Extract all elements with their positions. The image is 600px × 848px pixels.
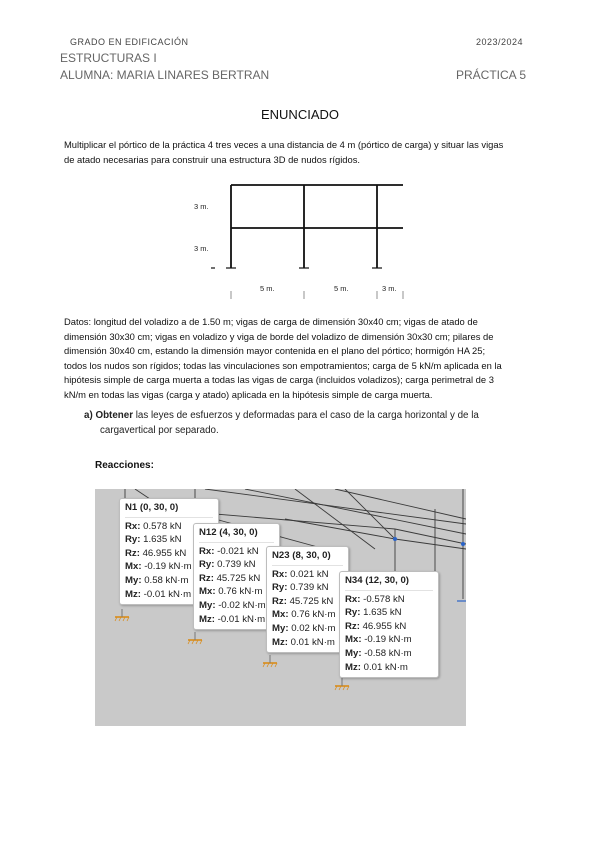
degree-label: GRADO EN EDIFICACIÓN <box>70 37 189 47</box>
rx-label: Rx: <box>272 568 288 580</box>
my-value: -0.02 kN·m <box>218 599 266 611</box>
mz-value: 0.01 kN·m <box>290 636 335 648</box>
course-label: ESTRUCTURAS I <box>60 51 157 65</box>
ry-value: 1.635 kN <box>143 534 182 546</box>
node-title: N12 (4, 30, 0) <box>199 526 274 543</box>
data-line: kN/m en todas las vigas (carga y atado) aplicada en la hipótesis simple de carga muerta. <box>64 388 433 400</box>
mz-label: Mz: <box>199 613 215 625</box>
ry-value: 0.739 kN <box>217 559 256 571</box>
rx-label: Rx: <box>125 520 141 532</box>
item-line-1: las leyes de esfuerzos y deformadas para el caso de la carga horizontal y de la <box>133 410 479 421</box>
ry-label: Ry: <box>345 607 361 619</box>
ry-label: Ry: <box>199 559 215 571</box>
rz-value: 45.725 kN <box>289 595 334 607</box>
frame-diagram <box>180 178 420 304</box>
student-label: ALUMNA: MARIA LINARES BERTRAN <box>60 68 270 82</box>
my-label: My: <box>345 647 362 659</box>
mz-value: -0.01 kN·m <box>143 588 192 600</box>
intro-line: Multiplicar el pórtico de la práctica 4 tres veces a una distancia de 4 m (pórtico de carga) y situar las vigas <box>64 139 504 150</box>
height-label-top: 3 m. <box>194 202 209 211</box>
span-label-3: 3 m. <box>382 284 397 293</box>
rx-value: -0.578 kN <box>363 593 405 605</box>
mx-value: -0.19 kN·m <box>364 634 412 646</box>
mz-label: Mz: <box>345 661 361 673</box>
rz-label: Rz: <box>345 620 360 632</box>
data-line: hipótesis simple de carga muerta a todas las vigas de carga (incluidos voladizos); carga perimetral de 3 <box>64 374 494 386</box>
my-value: -0.58 kN·m <box>364 647 412 659</box>
mx-label: Mx: <box>125 561 142 573</box>
rx-value: -0.021 kN <box>217 545 259 557</box>
data-line: dimensión 30x40 cm, estando la dimensión mayor contenida en el plano del pórtico; hormigón HA 25; <box>64 345 486 357</box>
my-label: My: <box>125 574 142 586</box>
rx-value: 0.578 kN <box>143 520 182 532</box>
mx-label: Mx: <box>199 586 216 598</box>
node-title: N34 (12, 30, 0) <box>345 574 433 591</box>
my-value: 0.02 kN·m <box>291 622 336 634</box>
mx-value: -0.19 kN·m <box>144 561 192 573</box>
reactions-screenshot <box>95 489 466 726</box>
rz-value: 45.725 kN <box>216 572 261 584</box>
node-title: N23 (8, 30, 0) <box>272 549 343 566</box>
rx-label: Rx: <box>345 593 361 605</box>
rx-value: 0.021 kN <box>290 568 329 580</box>
my-label: My: <box>199 599 216 611</box>
ry-label: Ry: <box>125 534 141 546</box>
my-value: 0.58 kN·m <box>144 574 189 586</box>
rz-label: Rz: <box>125 547 140 559</box>
data-line: Datos: longitud del voladizo a de 1.50 m; vigas de carga de dimensión 30x40 cm; vigas de atado de <box>64 316 478 327</box>
my-label: My: <box>272 622 289 634</box>
reaction-card-n34 <box>339 571 439 678</box>
rz-label: Rz: <box>199 572 214 584</box>
mz-value: -0.01 kN·m <box>217 613 266 625</box>
data-paragraph <box>64 315 546 403</box>
practice-label: PRÁCTICA 5 <box>456 68 527 82</box>
intro-paragraph <box>64 138 546 167</box>
ry-value: 0.739 kN <box>290 582 329 594</box>
span-label-1: 5 m. <box>260 284 275 293</box>
page-title: ENUNCIADO <box>260 107 339 122</box>
rz-label: Rz: <box>272 595 287 607</box>
rz-value: 46.955 kN <box>142 547 187 559</box>
span-label-2: 5 m. <box>334 284 349 293</box>
task-item-a <box>84 408 544 438</box>
mx-label: Mx: <box>345 634 362 646</box>
mx-label: Mx: <box>272 609 289 621</box>
height-label-bottom: 3 m. <box>194 244 209 253</box>
mz-value: 0.01 kN·m <box>363 661 408 673</box>
ry-label: Ry: <box>272 582 288 594</box>
data-line: dimensión 30x30 cm; vigas en voladizo y viga de borde del voladizo de dimensión 30x30 cm; pilares de <box>64 330 494 342</box>
rx-label: Rx: <box>199 545 215 557</box>
data-line: todos los nudos son rígidos; todas las vinculaciones son empotramientos; carga de 5 kN/m aplicada en la <box>64 359 502 371</box>
rz-value: 46.955 kN <box>362 620 407 632</box>
intro-line: de atado necesarias para construir una estructura 3D de nudos rígidos. <box>64 153 361 165</box>
reaction-card-n23 <box>266 546 349 653</box>
reactions-title: Reacciones: <box>95 460 154 471</box>
mx-value: 0.76 kN·m <box>291 609 336 621</box>
mz-label: Mz: <box>272 636 288 648</box>
node-title: N1 (0, 30, 0) <box>125 501 213 518</box>
ry-value: 1.635 kN <box>363 607 402 619</box>
item-marker: a) <box>84 410 93 421</box>
mz-label: Mz: <box>125 588 141 600</box>
mx-value: 0.76 kN·m <box>218 586 263 598</box>
item-line-2: cargavertical por separado. <box>100 425 219 436</box>
year-label: 2023/2024 <box>476 37 524 47</box>
item-bold-verb: Obtener <box>95 410 134 421</box>
